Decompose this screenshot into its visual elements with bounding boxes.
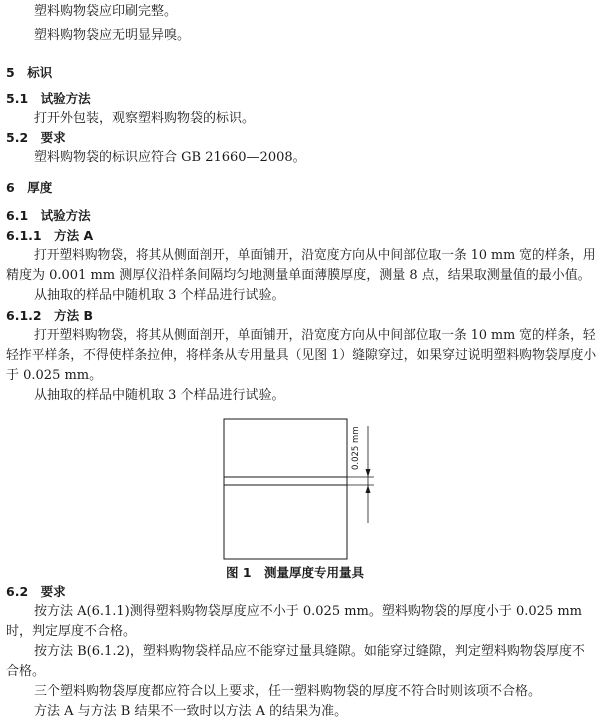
dimension-arrow — [366, 485, 371, 493]
text-line: 时，判定厚度不合格。 — [6, 624, 137, 639]
text-line: 于 0.025 mm。 — [6, 368, 103, 383]
text-line: 打开塑料购物袋，将其从侧面剖开，单面铺开，沿宽度方向从中间部位取一条 10 mm 宽的样条，用 — [34, 248, 596, 263]
text-line: 塑料购物袋的标识应符合 GB 21660—2008。 — [34, 150, 306, 165]
text-line: 从抽取的样品中随机取 3 个样品进行试验。 — [34, 288, 285, 303]
text-line: 合格。 — [6, 664, 46, 679]
text-line: 从抽取的样品中随机取 3 个样品进行试验。 — [34, 388, 285, 403]
text-line: 打开外包装，观察塑料购物袋的标识。 — [34, 111, 256, 126]
text-line: 三个塑料购物袋厚度都应符合以上要求，任一塑料购物袋的厚度不符合时则该项不合格。 — [34, 684, 542, 699]
section-heading-5-1: 5.1 试验方法 — [6, 91, 91, 106]
section-heading-6-1-2: 6.1.2 方法 B — [6, 308, 93, 323]
text-line: 按方法 B(6.1.2)，塑料购物袋样品应不能穿过量具缝隙。如能穿过缝隙，判定塑料购物袋厚度不 — [34, 644, 585, 659]
text-line: 打开塑料购物袋，将其从侧面剖开，单面铺开，沿宽度方向从中间部位取一条 10 mm 宽的样条，轻 — [34, 328, 596, 343]
section-heading-6-1-1: 6.1.1 方法 A — [6, 228, 94, 243]
section-heading-6-2: 6.2 要求 — [6, 584, 66, 599]
section-heading-5-2: 5.2 要求 — [6, 130, 66, 145]
section-heading-5: 5 标识 — [6, 65, 53, 80]
text-line: 塑料购物袋应无明显异嗅。 — [34, 28, 191, 43]
text-line: 方法 A 与方法 B 结果不一致时以方法 A 的结果为准。 — [34, 704, 348, 719]
gauge-outline — [224, 419, 347, 559]
figure-caption: 图 1 测量厚度专用量具 — [226, 565, 365, 580]
text-line: 按方法 A(6.1.1)测得塑料购物袋厚度应不小于 0.025 mm。塑料购物袋的厚度小于 0.025 mm — [34, 604, 583, 619]
text-line: 精度为 0.001 mm 测厚仪沿样条间隔均匀地测量单面薄膜厚度，测量 8 点，结果取测量值的最小值。 — [6, 268, 591, 283]
section-heading-6-1: 6.1 试验方法 — [6, 208, 91, 223]
section-heading-6: 6 厚度 — [6, 180, 53, 195]
text-line: 塑料购物袋应印刷完整。 — [34, 4, 178, 19]
dimension-arrow — [366, 469, 371, 477]
text-line: 轻拃平样条，不得使样条拉伸，将样条从专用量具（见图 1）缝隙穿过，如果穿过说明塑料购物袋厚度小 — [6, 348, 597, 363]
dimension-label: 0.025 mm — [351, 426, 361, 470]
